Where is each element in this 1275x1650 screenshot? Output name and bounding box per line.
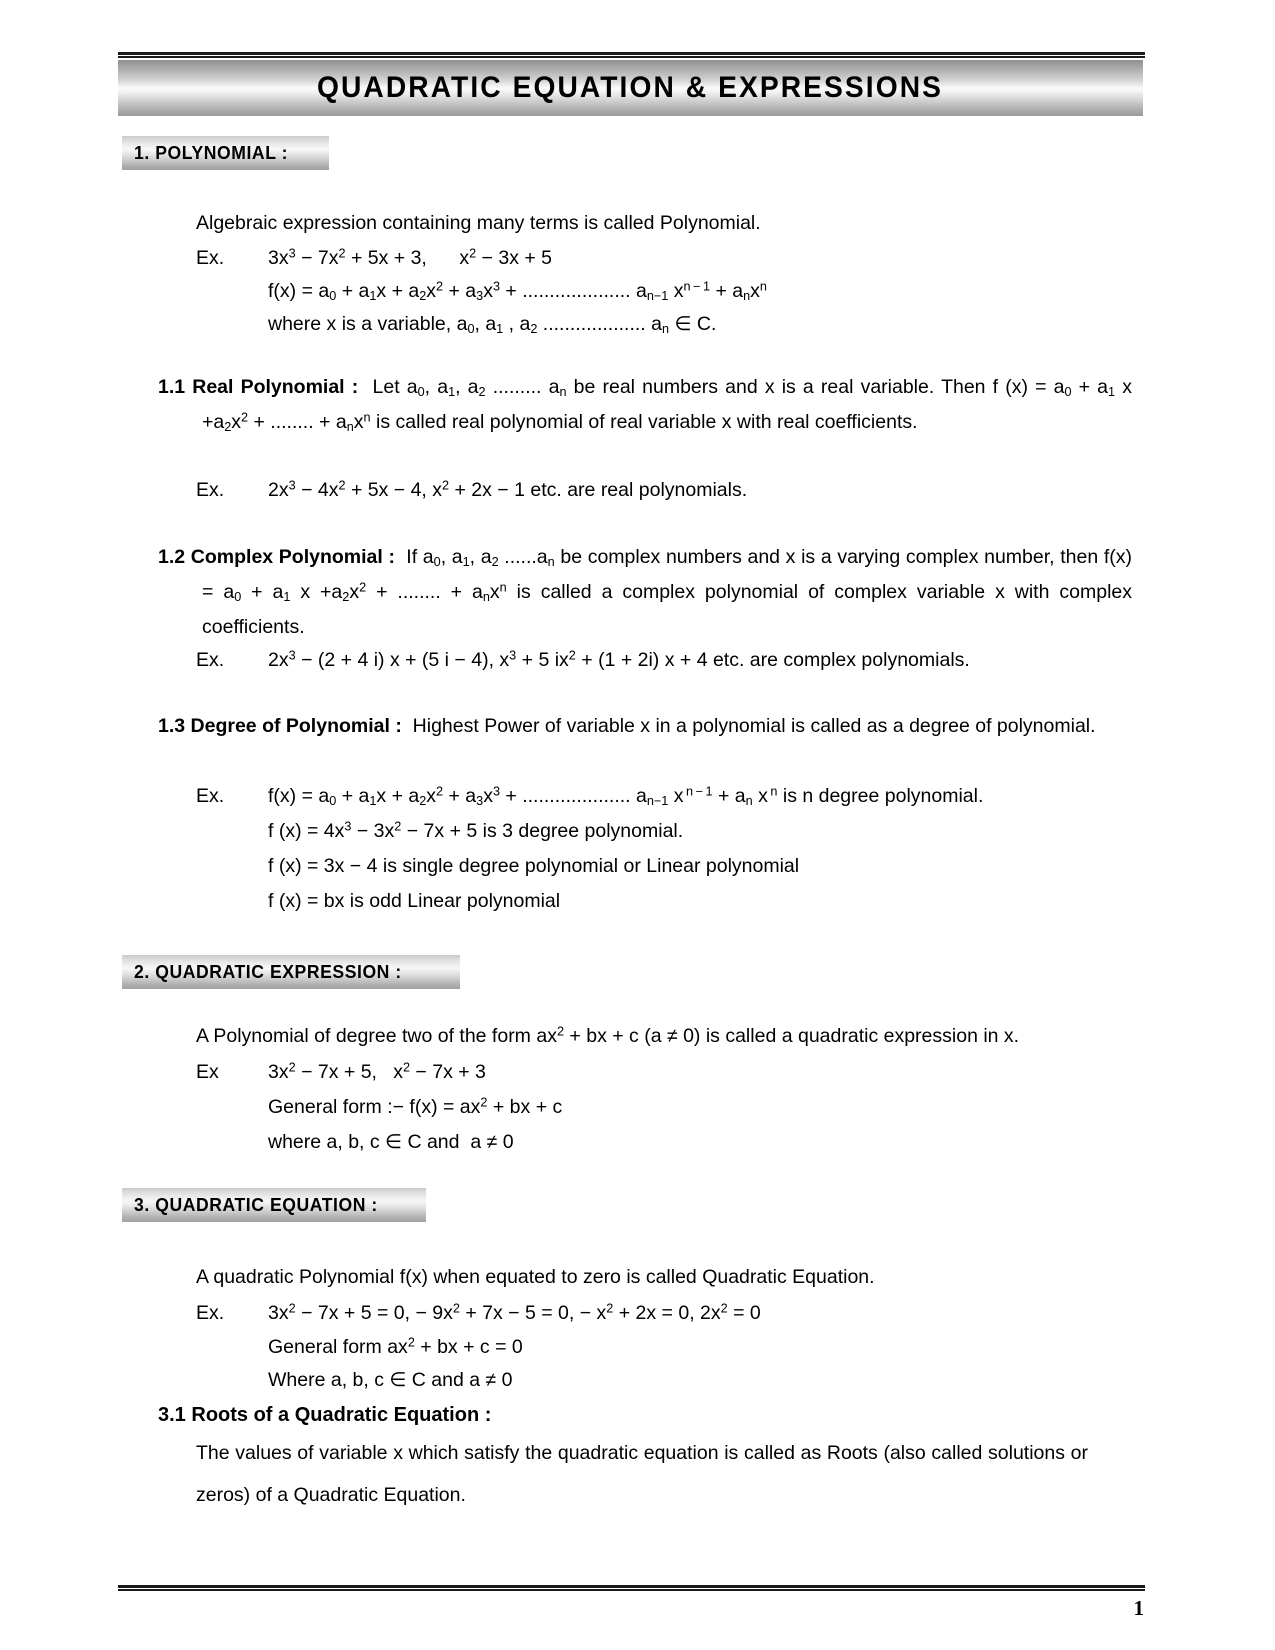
section3-example-row-1 (196, 1297, 761, 1330)
subsection-3-1-paragraph: The values of variable x which satisfy the quadratic equation is called as Roots (also called solutions or zeros) of a Quadratic Equation. (196, 1442, 1088, 1506)
subsection-1-1-title: Real Polynomial : (192, 376, 359, 398)
page-title: QUADRATIC EQUATION & EXPRESSIONS (317, 71, 944, 104)
subsection-1-3 (158, 709, 1132, 744)
example-label: Ex. (196, 247, 225, 269)
section-heading-label: 2. QUADRATIC EXPRESSION : (134, 961, 402, 982)
header-rule-thin (118, 56, 1145, 58)
example-label: Ex. (196, 785, 225, 807)
section-heading-polynomial (122, 136, 329, 170)
subsection-1-1-example-row (196, 474, 747, 507)
document-title-banner (118, 60, 1143, 116)
section2-example-row-1 (196, 1056, 486, 1089)
section1-intro: Algebraic expression containing many terms is called Polynomial. (196, 212, 761, 234)
subsection-1-2-title: Complex Polynomial : (190, 546, 395, 568)
section-heading-quadratic-equation (122, 1188, 426, 1222)
section2-intro: A Polynomial of degree two of the form $ax^2$ + bx + c (a ≠ 0) is called a quadratic expression in x. (196, 1024, 1020, 1047)
subsection-3-1-title: Roots of a Quadratic Equation : (191, 1404, 492, 1426)
subsection-1-2-number: 1.2 (158, 546, 186, 568)
subsection-1-2-example-row (196, 644, 970, 677)
subsection-1-3-number: 1.3 (158, 715, 186, 737)
section1-example-row-1 (196, 242, 552, 275)
subsection-1-1 (158, 370, 1132, 440)
footer-divider-rule (118, 1585, 1145, 1591)
example-label: Ex. (196, 479, 225, 501)
example-expression: $2x^3 - (2 + 4$ i) x + (5 i − 4), $x^3 + 5$ $ix^2 + (1 + 2i) x + 4$ etc. are complex polynomials. (268, 648, 970, 671)
section3-example-line-2: General form $ax^2$ + bx + c = 0 (268, 1335, 523, 1358)
page-number: 1 (1133, 1596, 1144, 1620)
example-label: Ex. (196, 1302, 225, 1324)
subsection-1-2 (158, 540, 1132, 645)
section1-example-line-3: where x is a variable, $a_0$, $a_1$ , $a_2$ ................... $a_n$ ∈ C. (268, 313, 717, 337)
example-label: Ex. (196, 649, 225, 671)
subsection-3-1-body (196, 1432, 1088, 1516)
example-label: Ex (196, 1061, 219, 1083)
subsection-1-3-title: Degree of Polynomial : (190, 715, 402, 737)
subsection-1-3-example-line-3: f (x) = 3x − 4 is single degree polynomial or Linear polynomial (268, 855, 800, 877)
header-rule-thick (118, 52, 1145, 55)
example-expression: $3x^2 - 7x + 5$, $x^2 - 7x + 3$ (268, 1060, 486, 1083)
subsection-3-1-heading (158, 1399, 491, 1432)
section2-example-line-2: General form :− $f(x) = ax^2$ + bx + c (268, 1095, 563, 1118)
subsection-1-1-number: 1.1 (158, 376, 186, 398)
section3-example-line-3: Where a, b, c ∈ C and a ≠ 0 (268, 1369, 513, 1391)
footer-rule-thin (118, 1589, 1145, 1591)
section2-example-line-3: where a, b, c ∈ C and a ≠ 0 (268, 1131, 514, 1153)
example-expression: $f(x) = a_0 + a_1x + a_2x^2 + a_3x^3$ + .................... $a_{n-1}$ x $^{n - 1} + a_n$ x $^n$ is n degree polynomial. (268, 784, 984, 809)
subsection-1-1-body: Let $a_0$, $a_1$, $a_2$ ......... $a_n$ be real numbers and x is a real variable. Then f $(x) = a_0 + a_1$ $x +a_2x^2$ + ........ + $a_nx^n$ is called real polynomial of real variable x with real coefficients. (202, 376, 1132, 435)
section1-example-line-2: $f(x) = a_0 + a_1x + a_2x^2 + a_3x^3$ + .................... $a_{n-1}$ $x^{n - 1} + a_nx^n$ (268, 279, 767, 304)
section-heading-label: 1. POLYNOMIAL : (134, 142, 289, 163)
example-expression: $3x^3 - 7x^2 + 5x + 3$, $x^2 - 3x + 5$ (268, 246, 553, 269)
subsection-1-3-example-line-2: f $(x) = 4x^3 - 3x^2 - 7x + 5$ is 3 degree polynomial. (268, 819, 684, 842)
footer-rule-thick (118, 1585, 1145, 1588)
example-expression: $3x^2 - 7x + 5 = 0$, − $9x^2 + 7x - 5 = 0$, − $x^2 + 2x = 0$, $2x^2 = 0$ (268, 1301, 761, 1324)
subsection-1-3-example-line-4: f (x) = bx is odd Linear polynomial (268, 890, 561, 912)
section3-intro: A quadratic Polynomial f(x) when equated to zero is called Quadratic Equation. (196, 1266, 875, 1288)
subsection-1-3-body: Highest Power of variable x in a polynomial is called as a degree of polynomial. (412, 715, 1096, 737)
subsection-3-1-number: 3.1 (158, 1404, 186, 1426)
example-expression: $2x^3 - 4x^2 + 5x - 4$, $x^2 + 2x - 1$ etc. are real polynomials. (268, 478, 748, 501)
header-divider-rule (118, 52, 1145, 58)
subsection-1-2-body: If $a_0$, $a_1$, $a_2$ $......a_n$ be complex numbers and x is a varying complex number, then $f(x) = a_0 + a_1$ $x +a_2x^2$ + ........ + $a_nx^n$ is called a complex polynomial of complex variable x with complex coefficients. (202, 546, 1132, 638)
subsection-1-3-example-row (196, 780, 983, 813)
section-heading-label: 3. QUADRATIC EQUATION : (134, 1194, 378, 1215)
section-heading-quadratic-expression (122, 955, 460, 989)
